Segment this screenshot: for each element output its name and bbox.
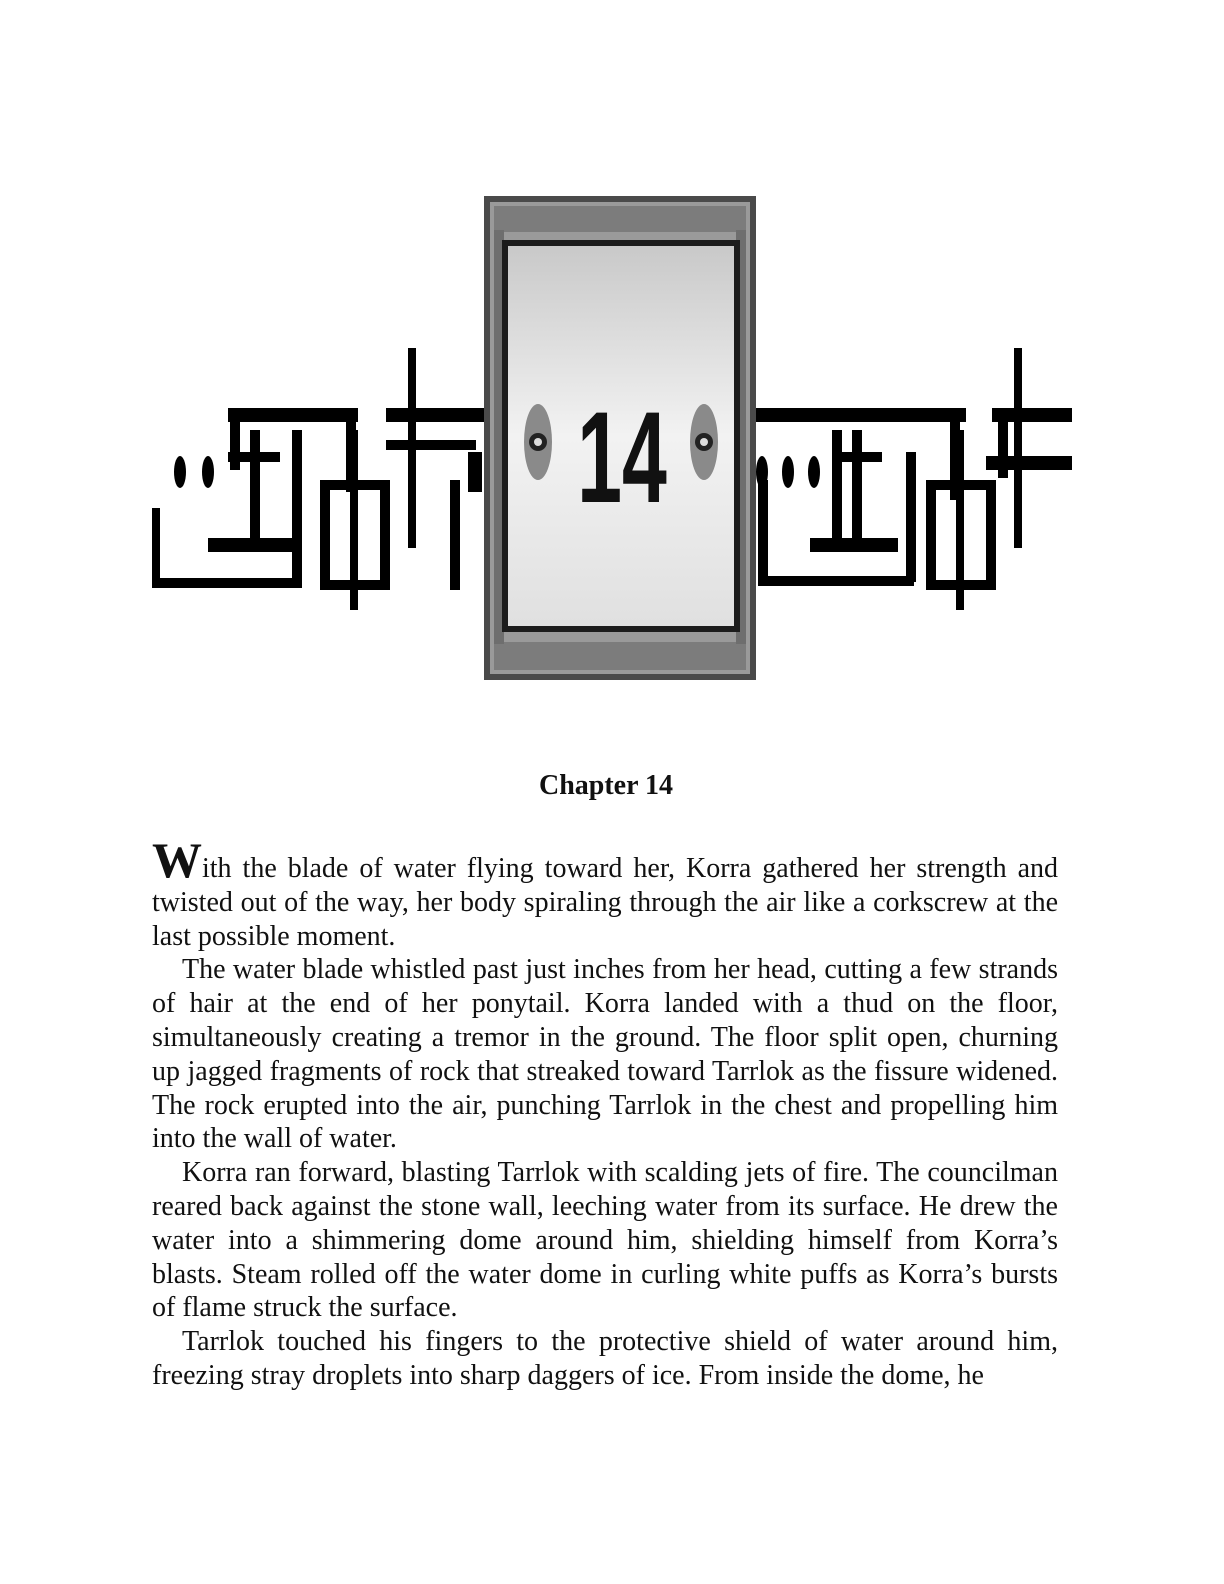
chapter-title: Chapter 14 [538,770,674,801]
paragraph-2: The water blade whistled past just inches from her head, cutting a few strands of hair at the end of her ponytail. Korra landed with a thud on the floor, simultaneously creating a tremor in the ground. The floor split open, churning up jagged fragments of rock that streaked toward Tarrlok as the fissure widened. The rock erupted into the air, punching Tarrlok in the chest and propelling him into the wall of water. [152,954,1058,1155]
paragraph-3: Korra ran forward, blasting Tarrlok with scalding jets of fire. The councilman reared back against the stone wall, leeching water from its surface. He drew the water into a shimmering dome around him, shielding himself from Korra’s blasts. Steam rolled off the water dome in curling white puffs as Korra’s bursts of flame struck the surface. [152,1157,1058,1324]
paragraph-1 [152,832,1058,953]
chapter-number: 14 [577,384,667,530]
chapter-body [152,832,1058,1393]
paragraph-4: Tarrlok touched his fingers to the protective shield of water around him, freezing stray droplets into sharp daggers of ice. From inside the dome, he [152,1326,1058,1391]
chapter-ornament [150,190,1074,690]
paragraph-1-text: ith the blade of water flying toward her, Korra gathered her strength and twisted out of the way, her body spiraling through the air like a corkscrew at the last possible moment. [152,853,1058,952]
right-scrollwork [756,348,1072,610]
left-medallion-icon [524,404,552,480]
right-medallion-icon [690,404,718,480]
drop-cap: W [152,832,202,888]
left-scrollwork [152,348,486,610]
